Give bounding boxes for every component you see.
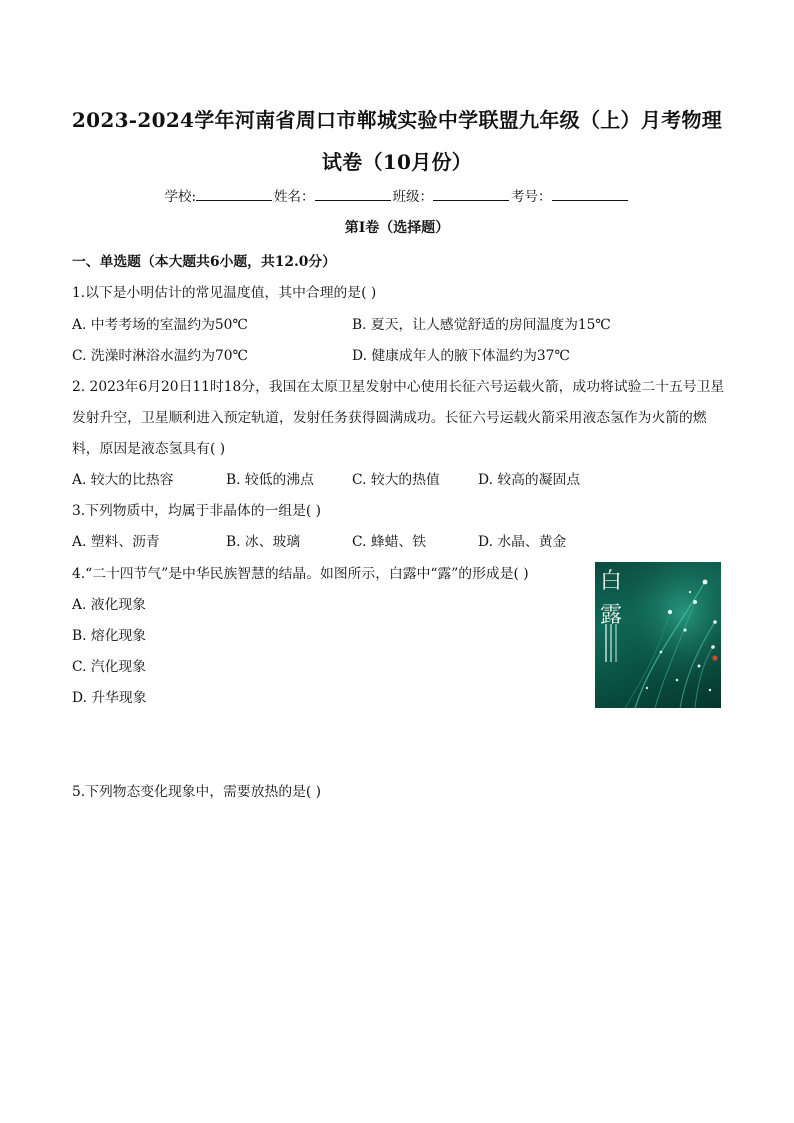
question-1-option-c: C. 洗澡时淋浴水温约为70℃ (72, 348, 248, 364)
question-4-stem: 4.“二十四节气”是中华民族智慧的结晶。如图所示，白露中“露”的形成是( ) (72, 566, 529, 582)
question-2-option-b: B. 较低的沸点 (226, 472, 314, 488)
question-4-option-b: B. 熔化现象 (72, 628, 147, 644)
dew-picture-char-1: 白 (600, 569, 623, 594)
name-label: 姓名： (274, 189, 315, 205)
question-3-option-d: D. 水晶、黄金 (478, 534, 567, 550)
student-info-row (0, 185, 794, 205)
question-2-option-d: D. 较高的凝固点 (478, 472, 581, 488)
school-blank (196, 186, 272, 201)
part-heading: 一、单选题（本大题共6小题，共12.0分） (72, 254, 336, 270)
question-4-option-c: C. 汽化现象 (72, 659, 147, 675)
question-3-option-a: A. 塑料、沥青 (72, 534, 160, 550)
class-label: 班级： (392, 189, 434, 205)
class-blank (433, 186, 509, 201)
question-2-option-c: C. 较大的热值 (352, 472, 440, 488)
section-title: 第I卷（选择题） (344, 220, 450, 236)
exam-no-label: 考号： (511, 189, 552, 205)
question-3-option-b: B. 冰、玻璃 (226, 534, 301, 550)
question-1-option-b: B. 夏天，让人感觉舒适的房间温度为15℃ (352, 317, 611, 333)
question-4-option-d: D. 升华现象 (72, 690, 147, 706)
question-2-option-a: A. 较大的比热容 (72, 472, 174, 488)
name-blank (315, 186, 391, 201)
question-2-stem-line-3: 料，原因是液态氢具有( ) (72, 441, 226, 457)
question-1-stem: 1.以下是小明估计的常见温度值，其中合理的是( ) (72, 285, 377, 301)
exam-title-line-1: 2023-2024学年河南省周口市郸城实验中学联盟九年级（上）月考物理 (71, 108, 723, 132)
question-3-stem: 3.下列物质中，均属于非晶体的一组是( ) (72, 503, 322, 519)
question-1-option-d: D. 健康成年人的腋下体温约为37℃ (352, 348, 570, 364)
question-3-option-c: C. 蜂蜡、铁 (352, 534, 427, 550)
question-1-option-a: A. 中考考场的室温约为50℃ (72, 317, 248, 333)
question-2-stem-line-1: 2. 2023年6月20日11时18分，我国在太原卫星发射中心使用长征六号运载火箭，成功将试验二十五号卫星 (72, 379, 725, 395)
exam-title-line-2: 试卷（10月份） (321, 150, 473, 174)
dew-picture-char-2: 露 (600, 603, 623, 628)
question-5-stem: 5.下列物态变化现象中，需要放热的是( ) (72, 784, 322, 800)
exam-no-blank (552, 186, 628, 201)
question-2-stem-line-2: 发射升空，卫星顺利进入预定轨道，发射任务获得圆满成功。长征六号运载火箭采用液态氢作为火箭的燃 (72, 410, 707, 426)
question-4-option-a: A. 液化现象 (72, 597, 146, 613)
white-dew-picture (595, 562, 721, 708)
school-label: 学校: (164, 189, 197, 205)
